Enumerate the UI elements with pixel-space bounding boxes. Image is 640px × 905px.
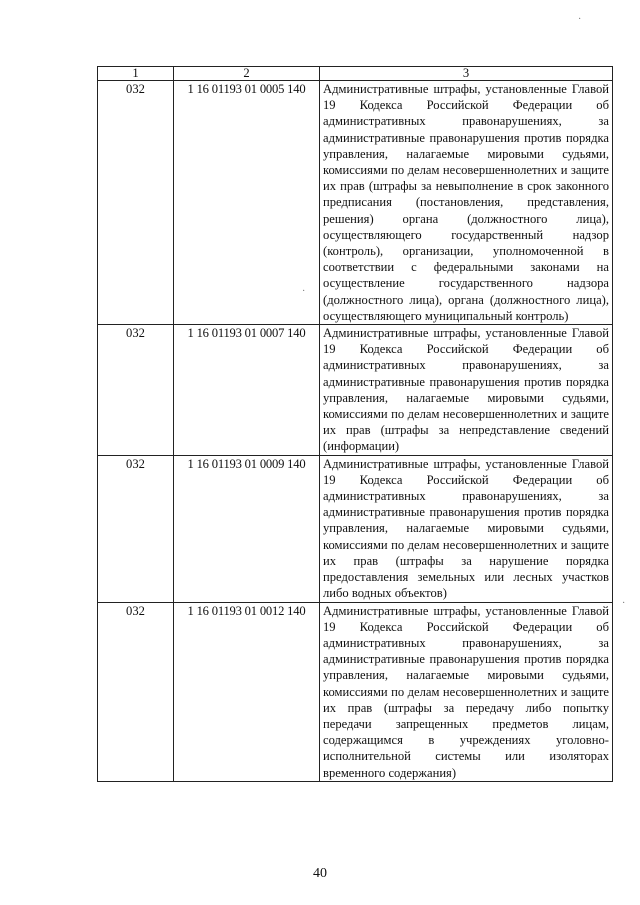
admin-code-cell: 032: [98, 81, 174, 325]
admin-code-cell: 032: [98, 602, 174, 781]
table-row: [98, 455, 613, 602]
page-number: 40: [313, 866, 327, 881]
column-header: 2: [174, 67, 320, 81]
description-cell: Административные штрафы, установленные Главой 19 Кодекса Российской Федерации об административных правонарушениях, за административные правонарушения против порядка управления, налагаемые мировыми судьями, комиссиями по делам несовершеннолетних и защите их прав (штрафы за невыполнение в срок законного предписания (постановления, представления, решения) органа (должностного лица), осуществляющего государственный надзор (контроль), организации, уполномоченной в соответствии с федеральными законами на осуществление государственного надзора (должностного лица), органа (должностного лица), осуществляющего муниципальный контроль): [320, 81, 613, 325]
scan-speck: ·: [578, 14, 582, 25]
column-header: 3: [320, 67, 613, 81]
scan-speck: ·: [622, 598, 626, 609]
kbk-code-cell: 1 16 01193 01 0012 140: [174, 602, 320, 781]
table-row: [98, 81, 613, 325]
budget-codes-table: [97, 66, 613, 782]
kbk-code-cell: 1 16 01193 01 0009 140: [174, 455, 320, 602]
kbk-code-cell: 1 16 01193 01 0005 140: [174, 81, 320, 325]
table-row: [98, 325, 613, 456]
scan-speck: ·: [302, 286, 306, 297]
description-cell: Административные штрафы, установленные Главой 19 Кодекса Российской Федерации об административных правонарушениях, за административные правонарушения против порядка управления, налагаемые мировыми судьями, комиссиями по делам несовершеннолетних и защите их прав (штрафы за передачу либо попытку передачи запрещенных предметов лицам, содержащимся в учреждениях уголовно-исполнительной системы или изоляторах временного содержания): [320, 602, 613, 781]
description-cell: Административные штрафы, установленные Главой 19 Кодекса Российской Федерации об административных правонарушениях, за административные правонарушения против порядка управления, налагаемые мировыми судьями, комиссиями по делам несовершеннолетних и защите их прав (штрафы за нарушение порядка предоставления земельных или лесных участков либо водных объектов): [320, 455, 613, 602]
kbk-code-cell: 1 16 01193 01 0007 140: [174, 325, 320, 456]
column-header: 1: [98, 67, 174, 81]
table-header-row: [98, 67, 613, 81]
table-row: [98, 602, 613, 781]
description-cell: Административные штрафы, установленные Главой 19 Кодекса Российской Федерации об административных правонарушениях, за административные правонарушения против порядка управления, налагаемые мировыми судьями, комиссиями по делам несовершеннолетних и защите их прав (штрафы за непредставление сведений (информации): [320, 325, 613, 456]
admin-code-cell: 032: [98, 455, 174, 602]
admin-code-cell: 032: [98, 325, 174, 456]
